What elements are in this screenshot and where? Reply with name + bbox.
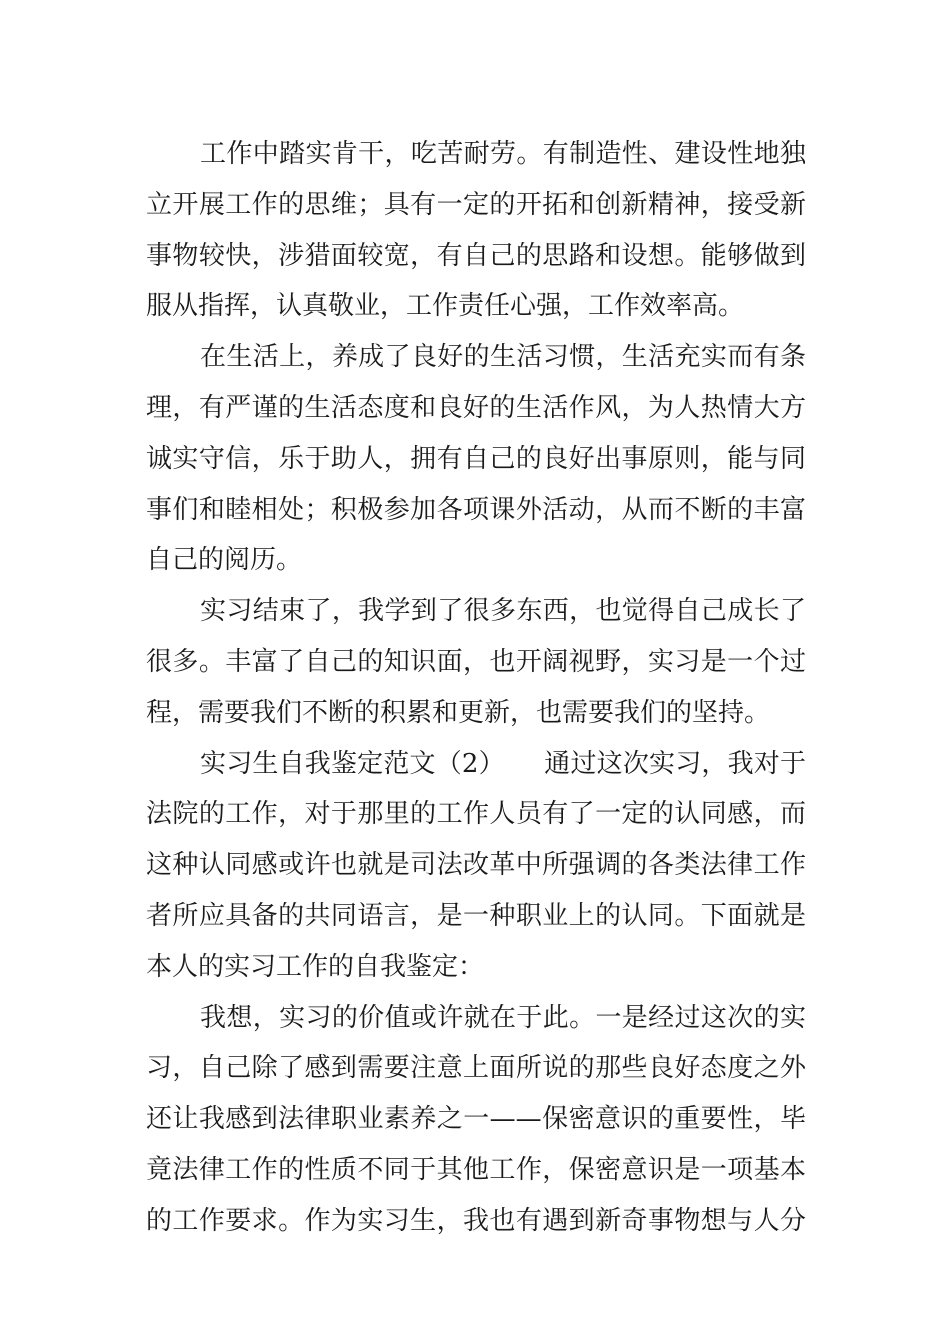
paragraph-4	[146, 739, 806, 993]
paragraph-line: 理，有严谨的生活态度和良好的生活作风，为人热情大方	[146, 392, 806, 423]
paragraph-line: 我想，实习的价值或许就在于此。一是经过这次的实	[200, 1002, 806, 1033]
paragraph-5	[146, 993, 806, 1247]
paragraph-line: 者所应具备的共同语言，是一种职业上的认同。下面就是	[146, 900, 806, 931]
paragraph-line: 自己的阅历。	[146, 545, 303, 576]
paragraph-line: 竟法律工作的性质不同于其他工作，保密意识是一项基本	[146, 1154, 806, 1185]
paragraph-line: 法院的工作，对于那里的工作人员有了一定的认同感，而	[146, 799, 806, 830]
paragraph-line: 这种认同感或许也就是司法改革中所强调的各类法律工作	[146, 850, 806, 881]
paragraph-line: 实习生自我鉴定范文（2） 通过这次实习，我对于	[200, 748, 806, 779]
paragraph-line: 事物较快，涉猎面较宽，有自己的思路和设想。能够做到	[146, 240, 806, 271]
paragraph-line: 程，需要我们不断的积累和更新，也需要我们的坚持。	[146, 697, 771, 728]
paragraph-3	[146, 586, 806, 738]
paragraph-line: 在生活上，养成了良好的生活习惯，生活充实而有条	[200, 342, 806, 373]
paragraph-line: 诚实守信，乐于助人，拥有自己的良好出事原则，能与同	[146, 443, 806, 474]
paragraph-line: 本人的实习工作的自我鉴定：	[146, 951, 485, 982]
paragraph-2	[146, 332, 806, 586]
paragraph-line: 的工作要求。作为实习生，我也有遇到新奇事物想与人分	[146, 1205, 806, 1236]
document-body	[146, 129, 806, 1247]
paragraph-line: 很多。丰富了自己的知识面，也开阔视野，实习是一个过	[146, 646, 806, 677]
paragraph-line: 服从指挥，认真敬业，工作责任心强，工作效率高。	[146, 291, 745, 322]
paragraph-line: 事们和睦相处；积极参加各项课外活动，从而不断的丰富	[146, 494, 806, 525]
paragraph-1	[146, 129, 806, 332]
paragraph-line: 实习结束了，我学到了很多东西，也觉得自己成长了	[200, 596, 806, 627]
paragraph-line: 还让我感到法律职业素养之一——保密意识的重要性，毕	[146, 1104, 806, 1135]
paragraph-line: 工作中踏实肯干，吃苦耐劳。有制造性、建设性地独	[200, 139, 806, 169]
paragraph-line: 立开展工作的思维；具有一定的开拓和创新精神，接受新	[146, 189, 806, 220]
paragraph-line: 习，自己除了感到需要注意上面所说的那些良好态度之外	[146, 1053, 806, 1084]
